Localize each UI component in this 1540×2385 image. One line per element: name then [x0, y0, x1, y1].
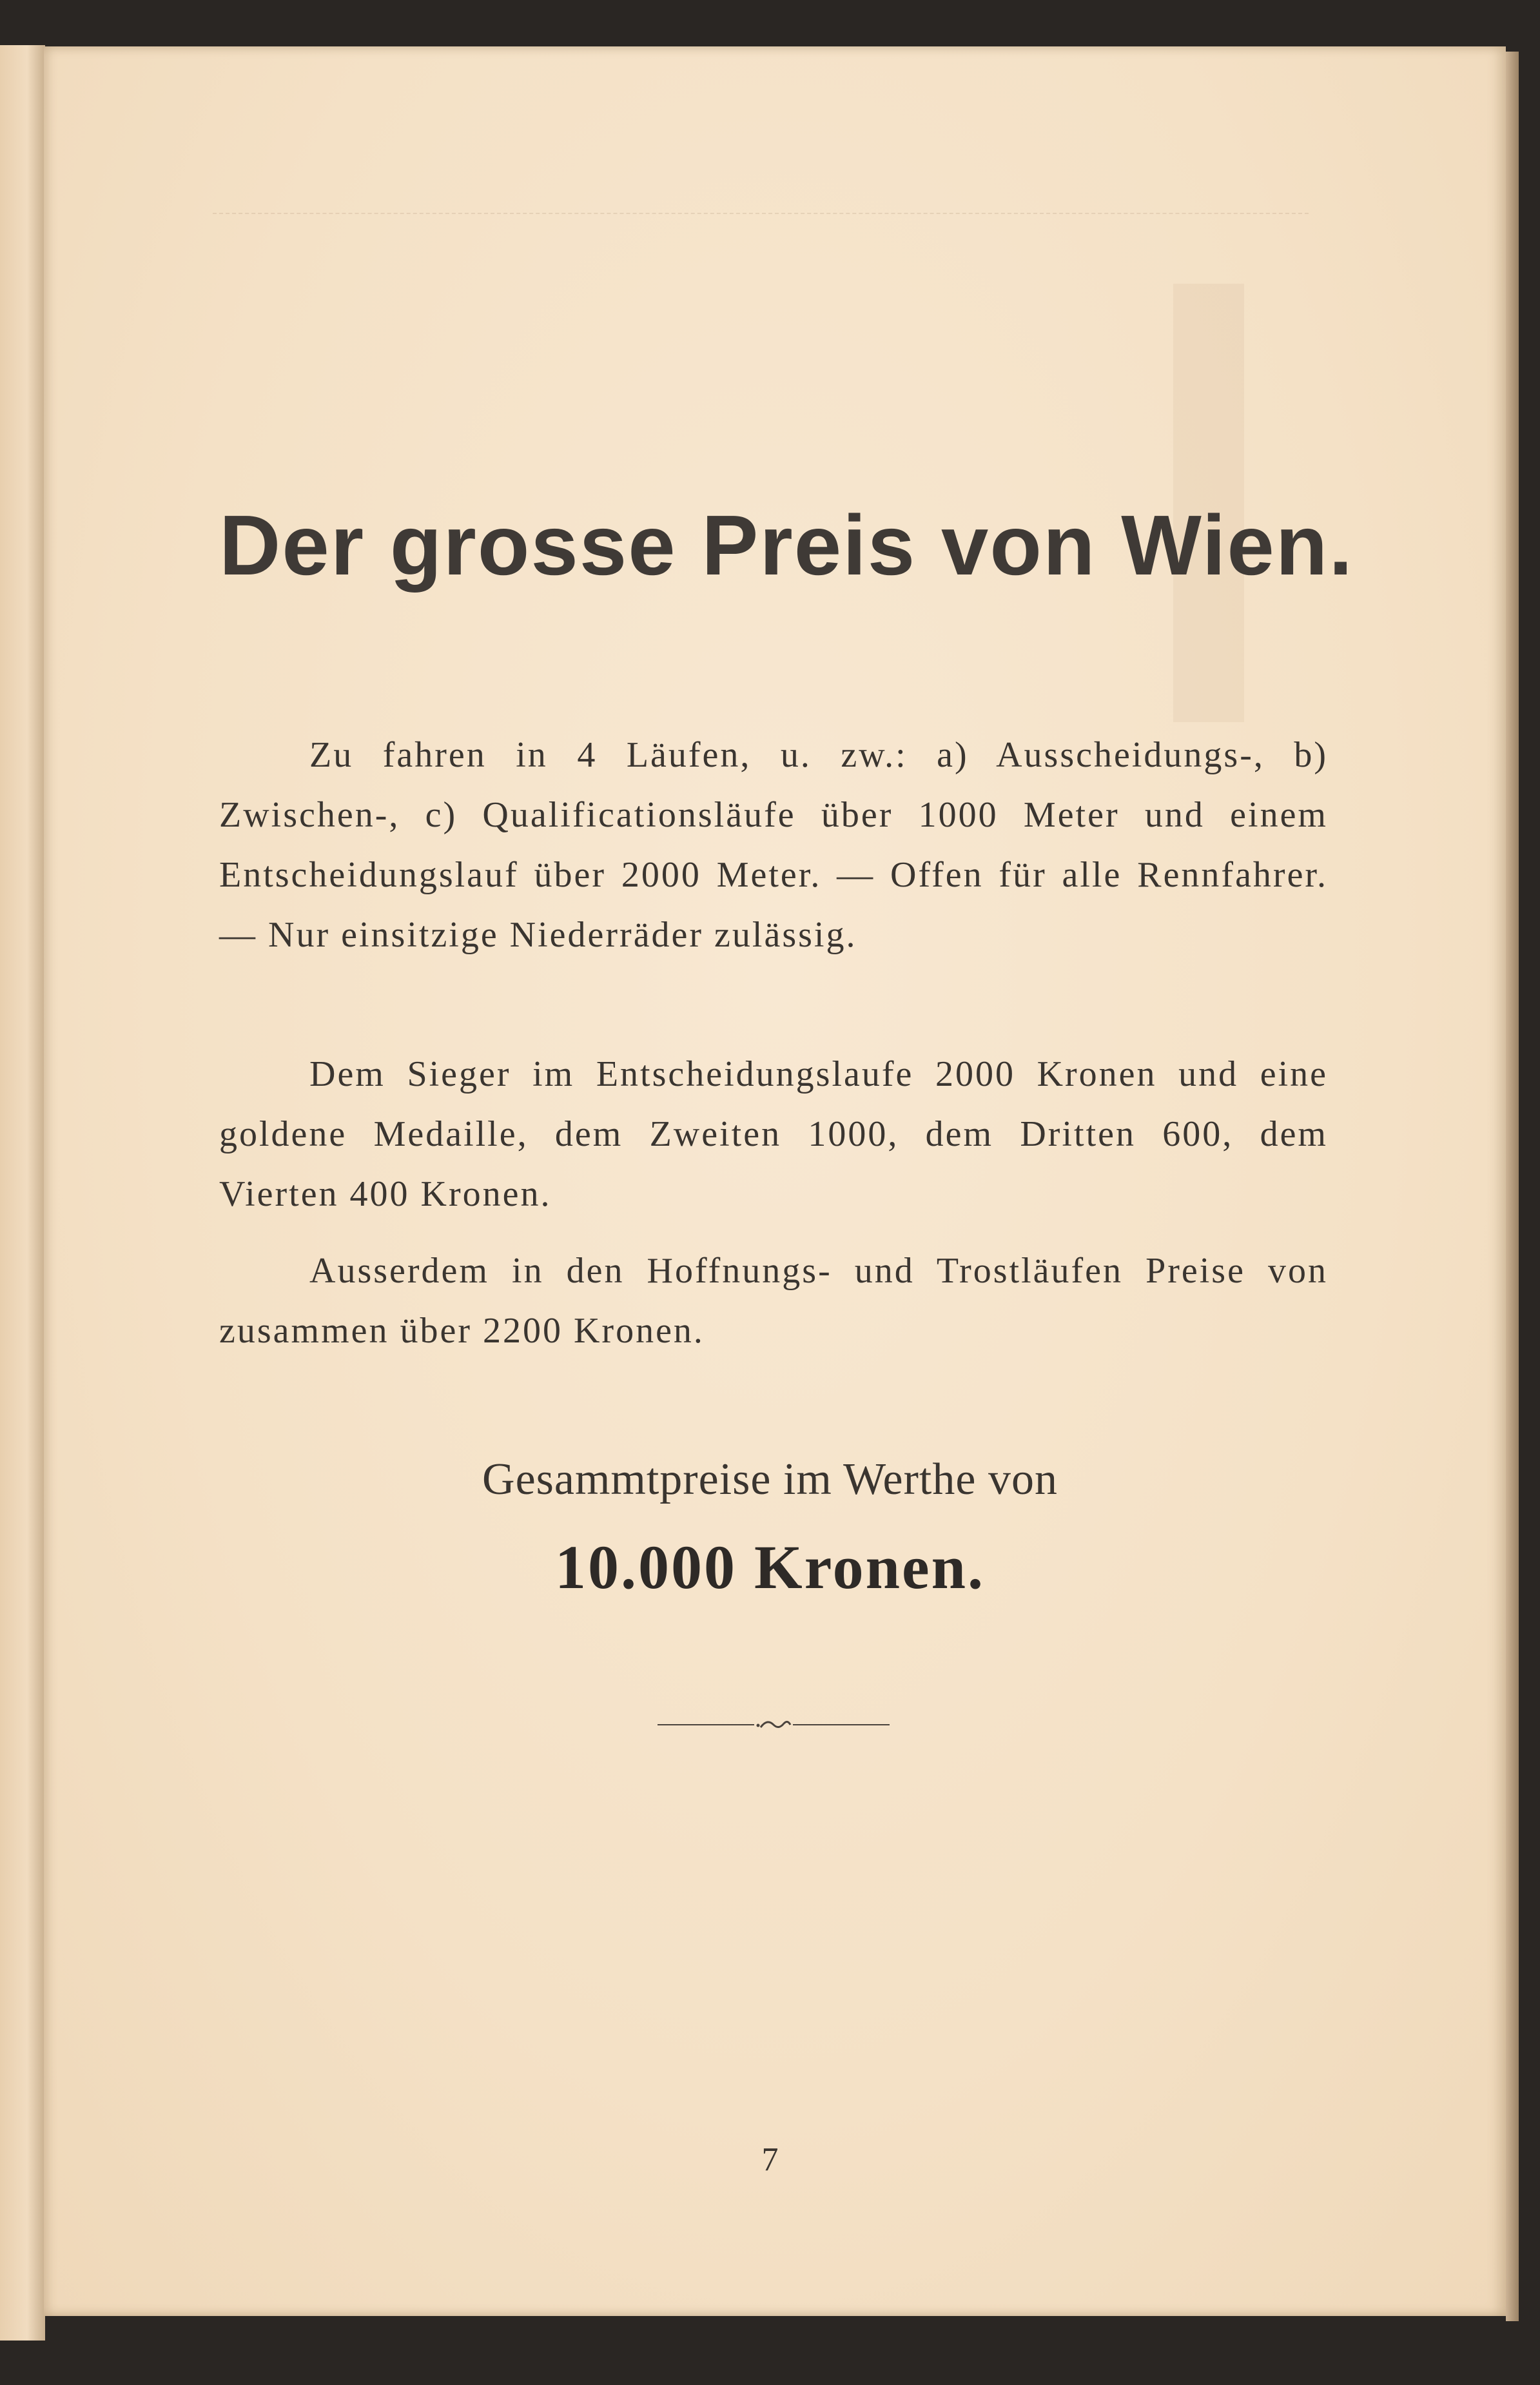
facing-page-edge [0, 45, 45, 2341]
paragraph-prizes: Dem Sieger im Entscheidungslaufe 2000 Kronen und eine goldene Medaille, dem Zweiten 1000, dem Dritten 600, dem Vierten 400 Kronen. [219, 1054, 1328, 1214]
total-prize-amount: 10.000 Kronen. [555, 1533, 985, 1602]
page-number: 7 [761, 2141, 779, 2178]
page-title: Der grosse Preis von Wien. [219, 498, 1354, 593]
paragraph-extra-prizes: Ausserdem in den Hoffnungs- und Trostläufen Preise von zusammen über 2200 Kronen. [219, 1251, 1328, 1351]
total-prize-label: Gesammtpreise im Werthe von [482, 1455, 1058, 1504]
page-right-edge [1506, 52, 1519, 2321]
paragraph-race-rules: Zu fahren in 4 Läufen, u. zw.: a) Ausscheidungs-, b) Zwischen-, c) Qualificationsläufe über 1000 Meter und einem Entscheidungslauf über 2000 Meter. — Offen für alle Rennfahrer. — Nur einsitzige Niederräder zulässig. [219, 735, 1328, 955]
flourish-divider-icon [658, 1712, 890, 1738]
bleed-through-artifact [213, 213, 1309, 517]
